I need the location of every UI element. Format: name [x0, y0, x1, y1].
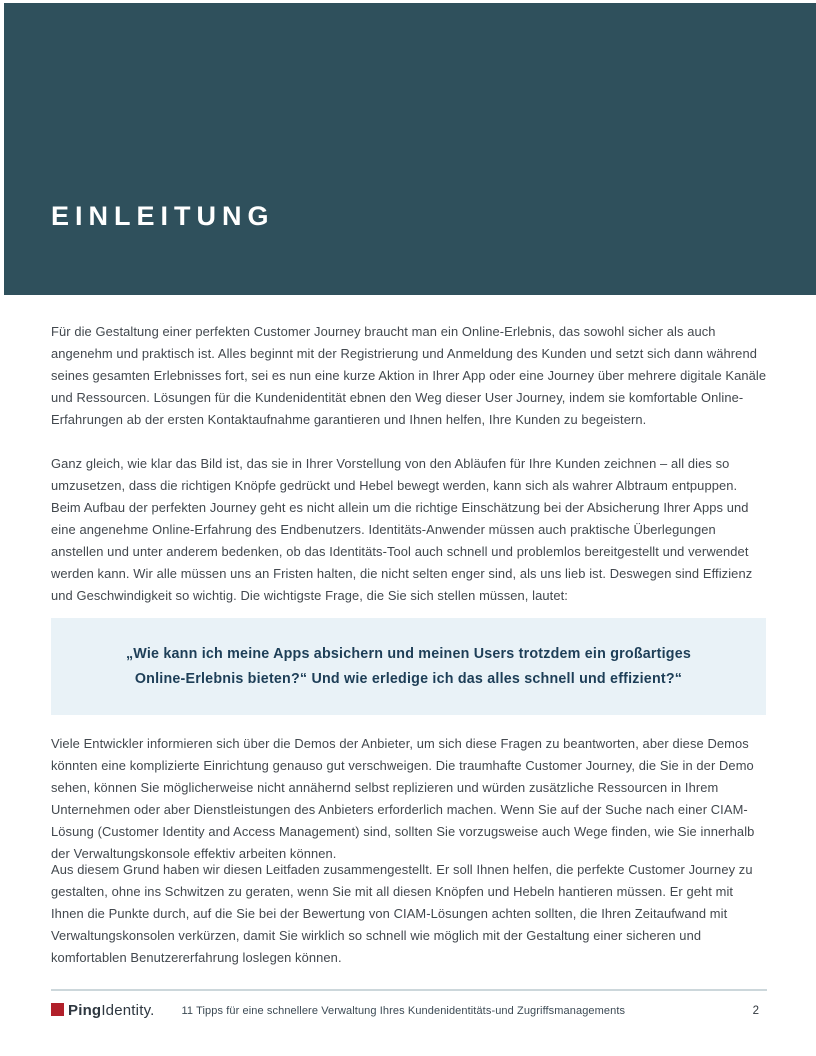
- section-header-banner: [4, 3, 816, 295]
- page-number: 2: [752, 1004, 759, 1017]
- quote-text: „Wie kann ich meine Apps absichern und meinen Users trotzdem ein großartiges Online-Erlebnis bieten?“ Und wie erledige ich das alles schnell und effizient?“: [125, 645, 692, 687]
- body-paragraph: Für die Gestaltung einer perfekten Customer Journey braucht man ein Online-Erlebnis, das sowohl sicher als auch angenehm und praktisch ist. Alles beginnt mit der Registrierung und Anmeldung des Kunden und setzt sich dann während seines gesamten Erlebnisses fort, sei es nun eine kurze Aktion in Ihrer App oder eine Journey über mehrere digitale Kanäle und Ressourcen. Lösungen für die Kundenidentität ebnen den Weg dieser User Journey, indem sie komfortable Online-Erfahrungen ab der ersten Kontaktaufnahme garantieren und Ihnen helfen, Ihre Kunden zu begeistern.: [51, 324, 767, 427]
- body-paragraph: Aus diesem Grund haben wir diesen Leitfaden zusammengestellt. Er soll Ihnen helfen, die perfekte Customer Journey zu gestalten, ohne ins Schwitzen zu geraten, wenn Sie mit all diesen Knöpfen und Hebeln hantieren müssen. Er geht mit Ihnen die Punkte durch, auf die Sie bei der Bewertung von CIAM-Lösungen achten sollten, die Ihren Zeitaufwand mit Verwaltungskonsolen verkürzen, damit Sie wirklich so schnell wie möglich mit der Gestaltung einer sicheren und komfortablen Benutzererfahrung loslegen können.: [51, 862, 753, 965]
- footer-divider: [51, 989, 767, 991]
- logo-text-ping: Ping: [68, 1002, 102, 1019]
- body-paragraph: Viele Entwickler informieren sich über die Demos der Anbieter, um sich diese Fragen zu beantworten, aber diese Demos könnten eine komplizierte Einrichtung genauso gut verschweigen. Die traumhafte Customer Journey, die Sie in der Demo sehen, können Sie möglicherweise nicht annähernd selbst replizieren und würden zusätzliche Ressourcen in Ihrem Unternehmen oder aber Dienstleistungen des Anbieters erforderlich machen. Wenn Sie auf der Suche nach einer CIAM-Lösung (Customer Identity and Access Management) sind, sollten Sie vorzugsweise auch Wege finden, wie Sie innerhalb der Verwaltungskonsole effektiv arbeiten können.: [51, 736, 755, 861]
- logo-mark-icon: [51, 1003, 64, 1016]
- body-paragraph: Ganz gleich, wie klar das Bild ist, das sie in Ihrer Vorstellung von den Abläufen für Ihre Kunden zeichnen – all dies so umzusetzen, dass die richtigen Knöpfe gedrückt und Hebel bewegt werden, kann sich als wahrer Albtraum entpuppen. Beim Aufbau der perfekten Journey geht es nicht allein um die richtige Einschätzung bei der Absicherung Ihrer Apps und eine angenehme Online-Erfahrung des Endbenutzers. Identitäts-Anwender müssen auch praktische Überlegungen anstellen und unter anderem bedenken, ob das Identitäts-Tool auch schnell und problemlos bereitgestellt und verwendet werden kann. Wir alle müssen uns an Fristen halten, die nicht selten enger sind, als uns lieb ist. Deswegen sind Effizienz und Geschwindigkeit so wichtig. Die wichtigste Frage, die Sie sich stellen müssen, lautet:: [51, 456, 753, 603]
- quote-callout: [51, 618, 766, 715]
- ping-identity-logo: [51, 1002, 155, 1019]
- footer-doc-title: 11 Tipps für eine schnellere Verwaltung Ihres Kundenidentitäts-und Zugriffsmanagements: [181, 1004, 626, 1017]
- logo-text-identity: Identity.: [101, 1002, 155, 1019]
- section-title: EINLEITUNG: [51, 201, 275, 231]
- page-footer: [51, 1002, 767, 1019]
